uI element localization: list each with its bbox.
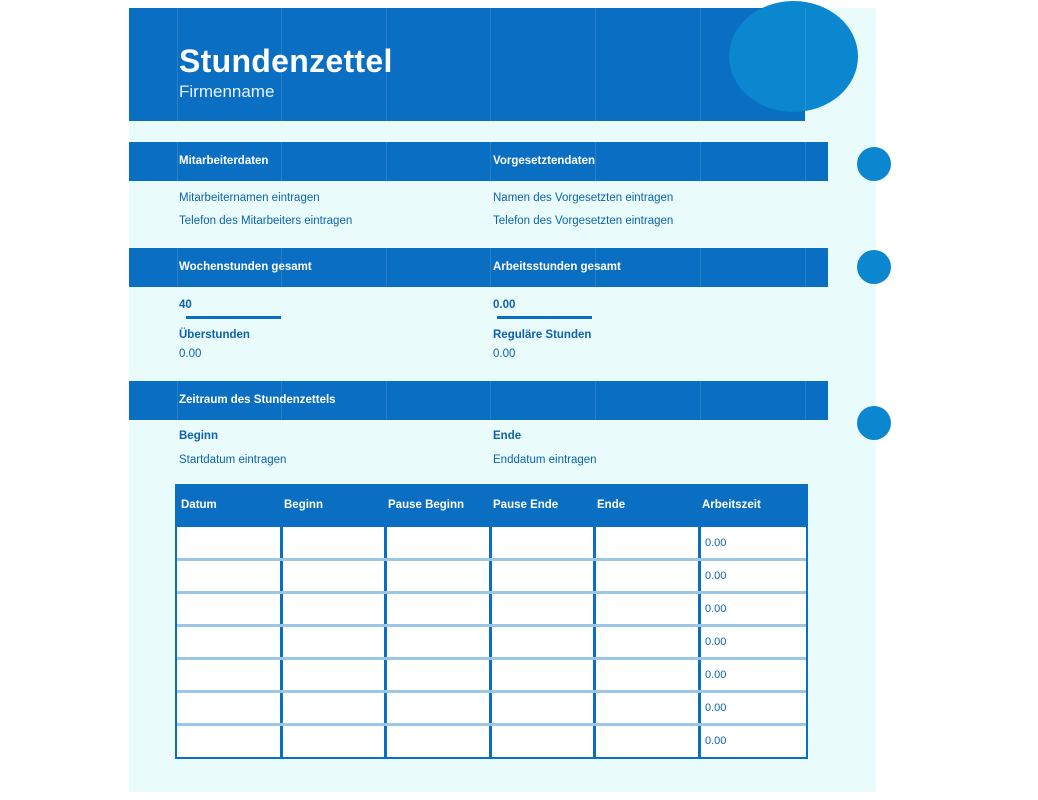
manager-data-heading: Vorgesetztendaten (493, 155, 596, 167)
weekly-hours-value[interactable]: 40 (179, 299, 192, 311)
period-start-label: Beginn (179, 430, 218, 442)
work-time-cell: 0.00 (705, 735, 727, 747)
employee-phone-field[interactable]: Telefon des Mitarbeiters eintragen (179, 215, 353, 227)
period-start-field[interactable]: Startdatum eintragen (179, 454, 287, 466)
work-hours-value: 0.00 (493, 299, 516, 311)
timesheet-table (175, 484, 808, 760)
employee-data-heading: Mitarbeiterdaten (179, 155, 269, 167)
section-band-personal (129, 142, 828, 181)
table-row[interactable] (177, 593, 806, 626)
table-row[interactable] (177, 659, 806, 692)
col-header-pause-ende: Pause Ende (493, 499, 559, 511)
table-row[interactable] (177, 527, 806, 560)
table-row[interactable] (177, 725, 806, 758)
decorative-dot (857, 147, 891, 181)
regular-hours-value: 0.00 (493, 348, 516, 360)
col-header-datum: Datum (181, 499, 217, 511)
timesheet-page (129, 8, 876, 792)
table-body (175, 527, 808, 759)
regular-hours-label: Reguläre Stunden (493, 329, 592, 341)
work-time-cell: 0.00 (705, 537, 727, 549)
work-time-cell: 0.00 (705, 669, 727, 681)
col-header-arbeitszeit: Arbeitszeit (702, 499, 761, 511)
company-name: Firmenname (179, 82, 275, 101)
table-row[interactable] (177, 692, 806, 725)
page-title: Stundenzettel (179, 43, 393, 79)
section-band-period (129, 381, 828, 420)
col-header-pause-beginn: Pause Beginn (388, 499, 465, 511)
table-row[interactable] (177, 626, 806, 659)
work-hours-heading: Arbeitsstunden gesamt (493, 261, 621, 273)
work-time-cell: 0.00 (705, 570, 727, 582)
work-time-cell: 0.00 (705, 636, 727, 648)
work-time-cell: 0.00 (705, 603, 727, 615)
title-banner (129, 8, 805, 121)
period-end-label: Ende (493, 430, 522, 442)
period-heading: Zeitraum des Stundenzettels (179, 394, 336, 406)
weekly-hours-underline (186, 316, 281, 319)
period-end-field[interactable]: Enddatum eintragen (493, 454, 597, 466)
decorative-dot (857, 250, 891, 284)
overtime-value: 0.00 (179, 348, 202, 360)
table-header (175, 484, 808, 527)
work-time-cell: 0.00 (705, 702, 727, 714)
col-header-ende: Ende (597, 499, 626, 511)
decorative-ellipse (729, 1, 858, 112)
employee-name-field[interactable]: Mitarbeiternamen eintragen (179, 192, 320, 204)
table-row[interactable] (177, 560, 806, 593)
manager-name-field[interactable]: Namen des Vorgesetzten eintragen (493, 192, 674, 204)
decorative-dot (857, 406, 891, 440)
work-hours-underline (497, 316, 592, 319)
col-header-beginn: Beginn (284, 499, 323, 511)
overtime-label: Überstunden (179, 329, 250, 341)
weekly-hours-heading: Wochenstunden gesamt (179, 261, 312, 273)
section-band-hours (129, 248, 828, 287)
manager-phone-field[interactable]: Telefon des Vorgesetzten eintragen (493, 215, 674, 227)
